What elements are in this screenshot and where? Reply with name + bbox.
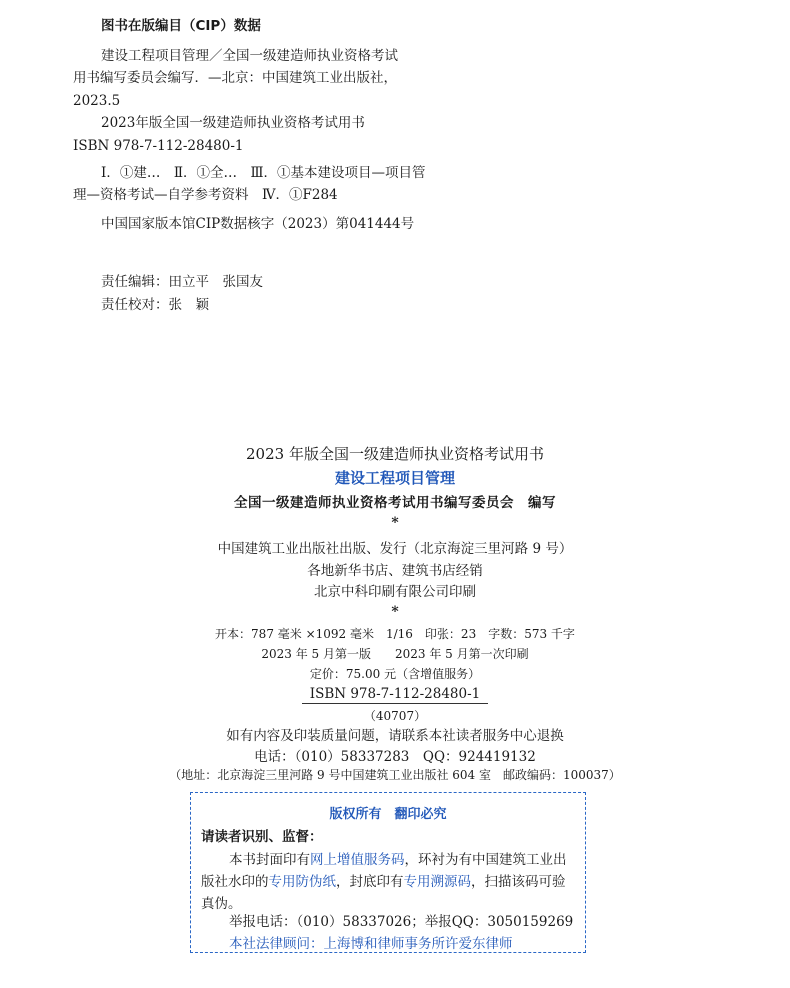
book-title: 建设工程项目管理 [334,469,455,487]
cip-line-3: 2023.5 [73,93,121,109]
copyright-title: 版权所有 翻印必究 [329,807,447,822]
cip-line-6: Ⅰ．①建… Ⅱ．①全… Ⅲ．①基本建设项目—项目管 [101,165,426,181]
p2-text-a: 版社水印的 [201,874,269,890]
cip-line-2: 用书编写委员会编写．—北京：中国建筑工业出版社， [73,70,397,86]
series-name: 2023 年版全国一级建造师执业资格考试用书 [246,445,544,463]
copyright-subtitle: 请读者识别、监督： [201,829,323,845]
p1-text-c: ，环衬为有中国建筑工业出 [404,852,567,868]
anti-counterfeit-paper-term: 专用防伪纸 [268,874,336,890]
cip-line-5: ISBN 978-7-112-28480-1 [73,138,244,154]
isbn: ISBN 978-7-112-28480-1 [302,686,489,704]
responsible-proofreader: 责任校对：张 颖 [101,297,209,313]
distributor: 各地新华书店、建筑书店经销 [307,563,483,579]
book-editor: 全国一级建造师执业资格考试用书编写委员会 编写 [234,495,556,511]
cip-heading: 图书在版编目（CIP）数据 [101,18,261,34]
printer: 北京中科印刷有限公司印刷 [314,584,476,600]
report-contact: 举报电话：（010）58337026；举报QQ：3050159269 [229,914,574,930]
copyright-box [190,792,586,953]
cip-line-1: 建设工程项目管理／全国一级建造师执业资格考试 [101,48,398,64]
price: 定价：75.00 元（含增值服务） [309,667,481,681]
publisher: 中国建筑工业出版社出版、发行（北京海淀三里河路 9 号） [217,541,573,557]
publisher-address: （地址：北京海淀三里河路 9 号中国建筑工业出版社 604 室 邮政编码：100037） [169,768,621,782]
separator-star-1: * [391,515,399,531]
copyright-paragraph-line-2 [201,870,566,890]
copyright-paragraph-line-3: 真伪。 [201,896,242,912]
edition-info: 2023 年 5 月第一版 2023 年 5 月第一次印刷 [261,647,529,661]
book-code: （40707） [363,709,427,723]
format-info: 开本：787 毫米 ×1092 毫米 1/16 印张：23 字数：573 千字 [215,627,575,641]
cip-line-4: 2023年版全国一级建造师执业资格考试用书 [101,115,365,131]
separator-star-2: * [391,604,399,620]
service-phone: 电话：（010）58337283 QQ：924419132 [254,749,536,765]
p2-text-c: ，封底印有 [336,874,404,890]
responsible-editors: 责任编辑：田立平 张国友 [101,274,263,290]
p2-text-e: ，扫描该码可验 [471,874,566,890]
copyright-paragraph-line-1 [229,848,567,868]
legal-counsel: 本社法律顾问：上海博和律师事务所许爱东律师 [229,936,513,952]
p1-text-a: 本书封面印有 [229,852,310,868]
contact-note: 如有内容及印装质量问题，请联系本社读者服务中心退换 [226,728,564,744]
isbn-row [0,686,790,702]
online-service-code-term: 网上增值服务码 [310,852,405,868]
cip-line-8: 中国国家版本馆CIP数据核字（2023）第041444号 [101,216,415,232]
cip-line-7: 理—资格考试—自学参考资料 Ⅳ．①F284 [73,187,338,203]
traceability-code-term: 专用溯源码 [403,874,471,890]
